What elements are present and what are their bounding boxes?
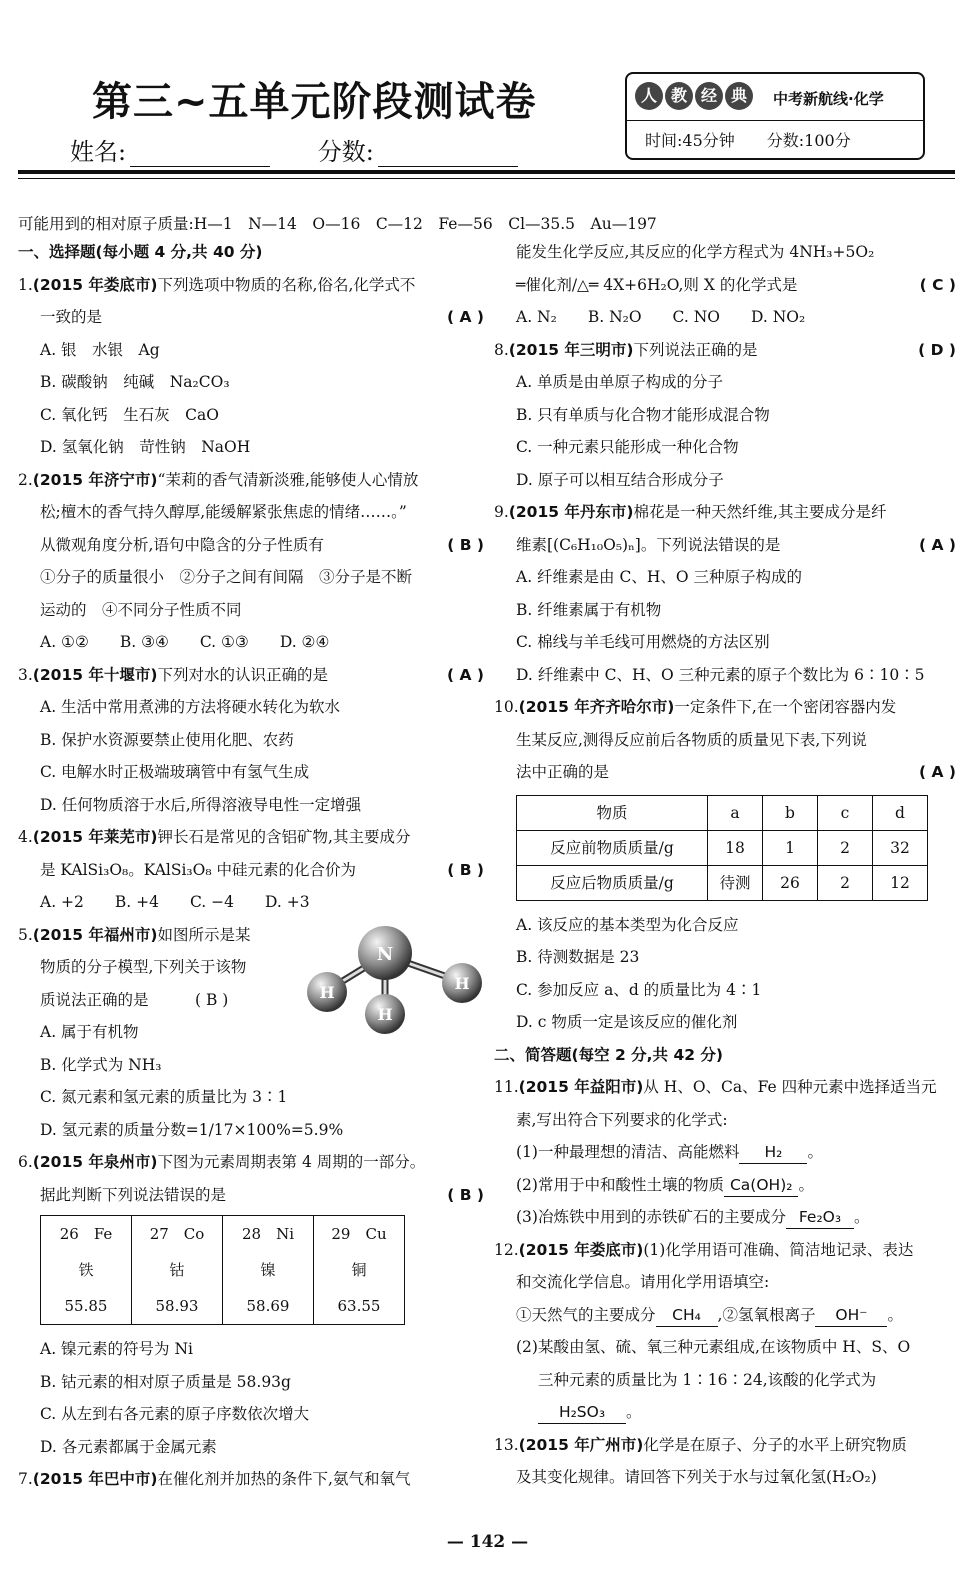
mass-table-cell: 待测: [708, 865, 763, 900]
question-text-line: [18, 691, 484, 724]
answer-blank: Ca(OH)₂: [724, 1174, 798, 1197]
question-text-line: [18, 1114, 484, 1147]
question-text: 下列说法正确的是: [633, 340, 758, 359]
line-end: 。: [853, 1208, 870, 1226]
question-text-line: [18, 594, 484, 627]
element-number-symbol: [41, 1216, 132, 1253]
line-text: B. 钴元素的相对原子质量是 58.93g: [40, 1372, 291, 1391]
question-text: 下图为元素周期表第 4 周期的一部分。: [157, 1153, 426, 1171]
question-line: [494, 334, 956, 367]
question-text-line: [494, 399, 956, 432]
answer-mark: ( C ): [919, 275, 956, 294]
question-text-line: [494, 659, 956, 692]
question-text-line: [494, 269, 956, 302]
question-text-line: [18, 334, 484, 367]
question-text-line: [18, 1398, 484, 1431]
atomic-masses: 可能用到的相对原子质量:H—1 N—14 O—16 C—12 Fe—56 Cl—35.5 Au—197: [18, 215, 657, 233]
question-text-line: [18, 399, 484, 432]
question-number: 5.: [18, 925, 33, 944]
element-number: 29: [331, 1225, 351, 1243]
line-text: A. N₂ B. N₂O C. NO D. NO₂: [516, 308, 806, 326]
mass-table-header: c: [818, 795, 873, 830]
line-text: (2)常用于中和酸性土壤的物质: [516, 1175, 724, 1194]
question-source: (2015 年济宁市): [32, 470, 158, 489]
question-text-line: [494, 909, 956, 942]
answer-blank: H₂: [739, 1141, 807, 1164]
question-source: (2015 年莱芜市): [32, 828, 158, 846]
line-text: ═催化剂/△═ 4X+6H₂O,则 X 的化学式是: [516, 275, 798, 294]
fill-line: [494, 1201, 956, 1234]
mass-table-cell: 26: [763, 865, 818, 900]
question-line: [18, 659, 484, 692]
right-column: [494, 236, 956, 1494]
mass-table-cell: 2: [818, 830, 873, 865]
element-symbol: Ni: [276, 1225, 295, 1243]
question-text-line: [494, 1006, 956, 1039]
question-source: (2015 年娄底市): [32, 275, 158, 294]
question-text-line: [18, 886, 484, 919]
question-text: 下列对水的认识正确的是: [157, 665, 329, 684]
time-limit: 时间:45分钟: [645, 131, 735, 150]
line-text: A. 生活中常用煮沸的方法将硬水转化为软水: [40, 698, 341, 716]
element-number-symbol: [132, 1216, 223, 1253]
question-line: [18, 464, 484, 497]
line-text: 是 KAlSi₃O₈。KAlSi₃O₈ 中硅元素的化合价为: [40, 860, 356, 879]
series-name: 中考新航线·化学: [773, 90, 884, 108]
line-text: 和交流化学信息。请用化学用语填空:: [516, 1273, 770, 1291]
question-text-line: [494, 464, 956, 497]
question-text-line: [18, 431, 484, 464]
answer-mark: ( A ): [447, 308, 484, 326]
element-number-symbol: [314, 1216, 405, 1253]
line-text: D. 纤维素中 C、H、O 三种元素的原子个数比为 6∶10∶5: [516, 665, 925, 684]
line-end: 。: [626, 1403, 642, 1421]
question-text-line: [18, 1366, 484, 1399]
element-number: 27: [149, 1225, 169, 1243]
svg-text:N: N: [376, 944, 394, 965]
section-heading: [494, 1039, 956, 1072]
question-text-line: [18, 561, 484, 594]
name-label: 姓名:: [70, 138, 127, 166]
question-text-line: [494, 366, 956, 399]
question-source: (2015 年福州市): [32, 925, 158, 944]
question-source: (2015 年巴中市): [32, 1470, 158, 1488]
mass-table-header: d: [873, 795, 928, 830]
element-symbol: Co: [183, 1225, 205, 1243]
question-text: 从 H、O、Ca、Fe 四种元素中选择适当元: [643, 1078, 937, 1096]
question-text-line: [494, 724, 956, 757]
line-text: B. 化学式为 NH₃: [40, 1055, 162, 1074]
line-end: 。: [887, 1305, 903, 1324]
element-name: 钴: [132, 1252, 223, 1288]
question-number: 10.: [494, 698, 519, 716]
question-text-line: [18, 529, 484, 562]
fill-line: [494, 1396, 956, 1429]
fill-line: [494, 1136, 956, 1169]
left-column: [18, 236, 484, 1496]
question-text-line: [494, 561, 956, 594]
line-end: 。: [798, 1175, 814, 1194]
line-text: 从微观角度分析,语句中隐含的分子性质有: [40, 535, 324, 554]
question-line: [494, 1071, 956, 1104]
question-line: [18, 821, 484, 854]
element-mass: 58.93: [132, 1288, 223, 1325]
question-text: 化学是在原子、分子的水平上研究物质: [643, 1435, 907, 1454]
question-text-line: [494, 236, 956, 269]
question-text: 下列选项中物质的名称,俗名,化学式不: [157, 275, 416, 294]
line-text: C. 一种元素只能形成一种化合物: [516, 438, 739, 456]
answer-mark: ( A ): [919, 535, 956, 554]
brand-char: 典: [725, 82, 753, 110]
mass-table: [516, 795, 928, 901]
question-text-line: [18, 496, 484, 529]
question-source: (2015 年泉州市): [32, 1153, 158, 1171]
element-mass: 63.55: [314, 1288, 405, 1325]
answer-blank: Fe₂O₃: [786, 1206, 854, 1229]
line-text: B. 纤维素属于有机物: [516, 600, 662, 619]
line-text: 物质的分子模型,下列关于该物: [40, 958, 247, 976]
question-number: 12.: [494, 1240, 519, 1259]
question-text: 在催化剂并加热的条件下,氨气和氧气: [157, 1470, 411, 1488]
line-text: 据此判断下列说法错误的是: [40, 1185, 227, 1204]
line-text: A. 纤维素是由 C、H、O 三种原子构成的: [516, 568, 802, 586]
question-text-line: [18, 1333, 484, 1366]
page-number: — 142 —: [446, 1532, 529, 1552]
question-number: 1.: [18, 275, 33, 294]
brand-logo: [635, 82, 753, 110]
line-text: D. 原子可以相互结合形成分子: [516, 470, 724, 489]
fill-line: [494, 1299, 956, 1332]
line-text: 质说法正确的是 ( B ): [40, 990, 229, 1009]
question-number: 4.: [18, 828, 33, 846]
line-text: C. 氧化钙 生石灰 CaO: [40, 405, 219, 424]
question-text-line: [18, 366, 484, 399]
line-text: A. 该反应的基本类型为化合反应: [516, 915, 739, 934]
brand-char: 教: [665, 82, 693, 110]
answer-mark: ( D ): [918, 340, 956, 359]
question-number: 13.: [494, 1435, 519, 1454]
question-text: 棉花是一种天然纤维,其主要成分是纤: [633, 503, 887, 521]
question-number: 9.: [494, 503, 509, 521]
answer-mark: ( B ): [447, 535, 484, 554]
line-text: A. 属于有机物: [40, 1023, 139, 1041]
svg-text:H: H: [454, 974, 470, 993]
line-text: 维素[(C₆H₁₀O₅)ₙ]。下列说法错误的是: [516, 535, 781, 554]
svg-text:H: H: [319, 983, 335, 1002]
question-text-line: [18, 789, 484, 822]
question-text-line: [494, 301, 956, 334]
mass-table-cell: 32: [873, 830, 928, 865]
question-text-line: [494, 431, 956, 464]
answer-mark: ( B ): [447, 1185, 484, 1204]
question-source: (2015 年益阳市): [518, 1078, 644, 1096]
question-text-line: [494, 626, 956, 659]
question-line: [494, 1234, 956, 1267]
element-mass: 55.85: [41, 1288, 132, 1325]
question-text-line: [18, 1179, 484, 1212]
question-text-line: [494, 756, 956, 789]
line-text: ①天然气的主要成分: [516, 1305, 656, 1324]
element-name: 铁: [41, 1252, 132, 1288]
line-text: 松;檀木的香气持久醇厚,能缓解紧张焦虑的情绪……。”: [40, 503, 407, 521]
answer-mark: ( A ): [447, 665, 484, 684]
line-text: A. 镍元素的符号为 Ni: [40, 1340, 193, 1358]
question-text: 钾长石是常见的含铝矿物,其主要成分: [157, 828, 411, 846]
line-text: 三种元素的质量比为 1∶16∶24,该酸的化学式为: [538, 1370, 877, 1389]
question-line: [18, 1146, 484, 1179]
element-name: 镍: [223, 1252, 314, 1288]
question-text-line: [18, 1081, 484, 1114]
periodic-table-excerpt: [40, 1215, 405, 1325]
question-line: [494, 691, 956, 724]
question-text-line: [494, 1364, 956, 1397]
question-text: 一定条件下,在一个密闭容器内发: [674, 698, 897, 716]
question-number: 7.: [18, 1470, 33, 1488]
line-text: 法中正确的是: [516, 763, 610, 781]
question-text-line: [18, 626, 484, 659]
line-text: C. 参加反应 a、d 的质量比为 4∶1: [516, 980, 762, 999]
line-text: C. 从左到右各元素的原子序数依次增大: [40, 1405, 310, 1423]
line-text: 生某反应,测得反应前后各物质的质量见下表,下列说: [516, 730, 867, 749]
question-line: [18, 269, 484, 302]
question-text-line: [494, 1266, 956, 1299]
question-text-line: [494, 1461, 956, 1494]
question-text-line: [18, 1049, 484, 1082]
question-number: 3.: [18, 665, 33, 684]
line-text: A. +2 B. +4 C. −4 D. +3: [40, 893, 310, 911]
question-text-line: [18, 854, 484, 887]
answer-mark: ( B ): [447, 860, 484, 879]
section-heading: [18, 236, 484, 269]
question-text-line: [494, 1104, 956, 1137]
question-source: (2015 年丹东市): [508, 503, 634, 521]
element-name: 铜: [314, 1252, 405, 1288]
line-end: 。: [807, 1143, 823, 1161]
question-number: 6.: [18, 1153, 33, 1171]
full-score: 分数:100分: [766, 131, 851, 150]
line-text: B. 只有单质与化合物才能形成混合物: [516, 405, 770, 424]
answer-blank: CH₄: [656, 1304, 718, 1327]
mass-table-header: a: [708, 795, 763, 830]
question-source: (2015 年齐齐哈尔市): [518, 698, 675, 716]
question-source: (2015 年娄底市): [518, 1240, 644, 1259]
line-text: 一致的是: [40, 308, 103, 326]
mass-table-cell: 1: [763, 830, 818, 865]
question-text-line: [18, 724, 484, 757]
line-text: 能发生化学反应,其反应的化学方程式为 4NH₃+5O₂: [516, 243, 875, 261]
question-source: (2015 年三明市): [508, 340, 634, 359]
element-number: 26: [59, 1225, 79, 1243]
section-heading-text: 一、选择题(每小题 4 分,共 40 分): [18, 243, 263, 261]
question-text-line: [494, 941, 956, 974]
molecule-model: [300, 920, 490, 1040]
line-text: B. 待测数据是 23: [516, 948, 640, 966]
line-text: (2)某酸由氢、硫、氧三种元素组成,在该物质中 H、S、O: [516, 1338, 911, 1356]
line-text: A. ①② B. ③④ C. ①③ D. ②④: [40, 633, 330, 651]
question-number: 11.: [494, 1078, 519, 1096]
exam-meta: [645, 128, 851, 151]
question-text-line: [494, 974, 956, 1007]
question-text-line: [18, 756, 484, 789]
line-text: D. 任何物质溶于水后,所得溶液导电性一定增强: [40, 795, 362, 814]
name-score-row: [70, 132, 558, 167]
question-source: (2015 年广州市): [518, 1435, 644, 1454]
mass-table-cell: 反应前物质质量/g: [517, 830, 708, 865]
line-text: (3)冶炼铁中用到的赤铁矿石的主要成分: [516, 1208, 786, 1226]
element-mass: 58.69: [223, 1288, 314, 1325]
line-text: 及其变化规律。请回答下列关于水与过氧化氢(H₂O₂): [516, 1468, 877, 1486]
line-text: A. 单质是由单原子构成的分子: [516, 373, 724, 391]
question-line: [494, 1429, 956, 1462]
line-text: D. c 物质一定是该反应的催化剂: [516, 1013, 738, 1031]
question-text: (1)化学用语可准确、简洁地记录、表达: [643, 1240, 914, 1259]
line-text: C. 电解水时正极端玻璃管中有氢气生成: [40, 763, 310, 781]
element-number-symbol: [223, 1216, 314, 1253]
fill-line: [494, 1169, 956, 1202]
score-label: 分数:: [317, 138, 374, 166]
question-text-line: [494, 1331, 956, 1364]
brand-char: 人: [635, 82, 663, 110]
mass-table-cell: 反应后物质质量/g: [517, 865, 708, 900]
mass-table-cell: 18: [708, 830, 763, 865]
line-text: 素,写出符合下列要求的化学式:: [516, 1110, 728, 1129]
question-text: 如图所示是某: [157, 925, 251, 944]
line-text: ①分子的质量很小 ②分子之间有间隔 ③分子是不断: [40, 568, 413, 586]
element-symbol: Cu: [365, 1225, 387, 1243]
line-text: B. 保护水资源要禁止使用化肥、农药: [40, 730, 294, 749]
page-title: 第三~五单元阶段测试卷: [92, 79, 537, 125]
line-text: D. 氢元素的质量分数=1/17×100%=5.9%: [40, 1120, 344, 1139]
line-text: 运动的 ④不同分子性质不同: [40, 600, 242, 619]
question-number: 8.: [494, 340, 509, 359]
line-text: C. 棉线与羊毛线可用燃烧的方法区别: [516, 633, 770, 651]
mass-table-header: b: [763, 795, 818, 830]
answer-blank: H₂SO₃: [538, 1401, 626, 1424]
question-text-line: [18, 301, 484, 334]
line-text: B. 碳酸钠 纯碱 Na₂CO₃: [40, 373, 230, 391]
section-heading-text: 二、简答题(每空 2 分,共 42 分): [494, 1045, 723, 1064]
question-line: [18, 1463, 484, 1496]
mass-table-cell: 2: [818, 865, 873, 900]
question-text-line: [494, 529, 956, 562]
line-text: (1)一种最理想的清洁、高能燃料: [516, 1143, 740, 1161]
line-text: D. 氢氧化钠 苛性钠 NaOH: [40, 438, 251, 456]
svg-text:H: H: [377, 1005, 393, 1024]
question-source: (2015 年十堰市): [32, 665, 158, 684]
line-text: D. 各元素都属于金属元素: [40, 1437, 217, 1456]
question-text: “茉莉的香气清新淡雅,能够使人心情放: [157, 470, 419, 489]
element-number: 28: [241, 1225, 262, 1243]
question-text-line: [18, 1431, 484, 1464]
line-text: ,②氢氧根离子: [717, 1305, 816, 1324]
question-number: 2.: [18, 470, 33, 489]
answer-mark: ( A ): [919, 763, 956, 781]
element-symbol: Fe: [93, 1225, 113, 1243]
mass-table-cell: 12: [873, 865, 928, 900]
line-text: C. 氮元素和氢元素的质量比为 3∶1: [40, 1088, 288, 1106]
info-box: [625, 72, 925, 160]
mass-table-header: 物质: [517, 795, 708, 830]
brand-char: 经: [695, 82, 723, 110]
score-blank: [378, 142, 518, 167]
line-text: A. 银 水银 Ag: [40, 340, 160, 359]
question-text-line: [494, 594, 956, 627]
answer-blank: OH⁻: [815, 1304, 887, 1327]
name-blank: [130, 142, 270, 167]
question-line: [494, 496, 956, 529]
